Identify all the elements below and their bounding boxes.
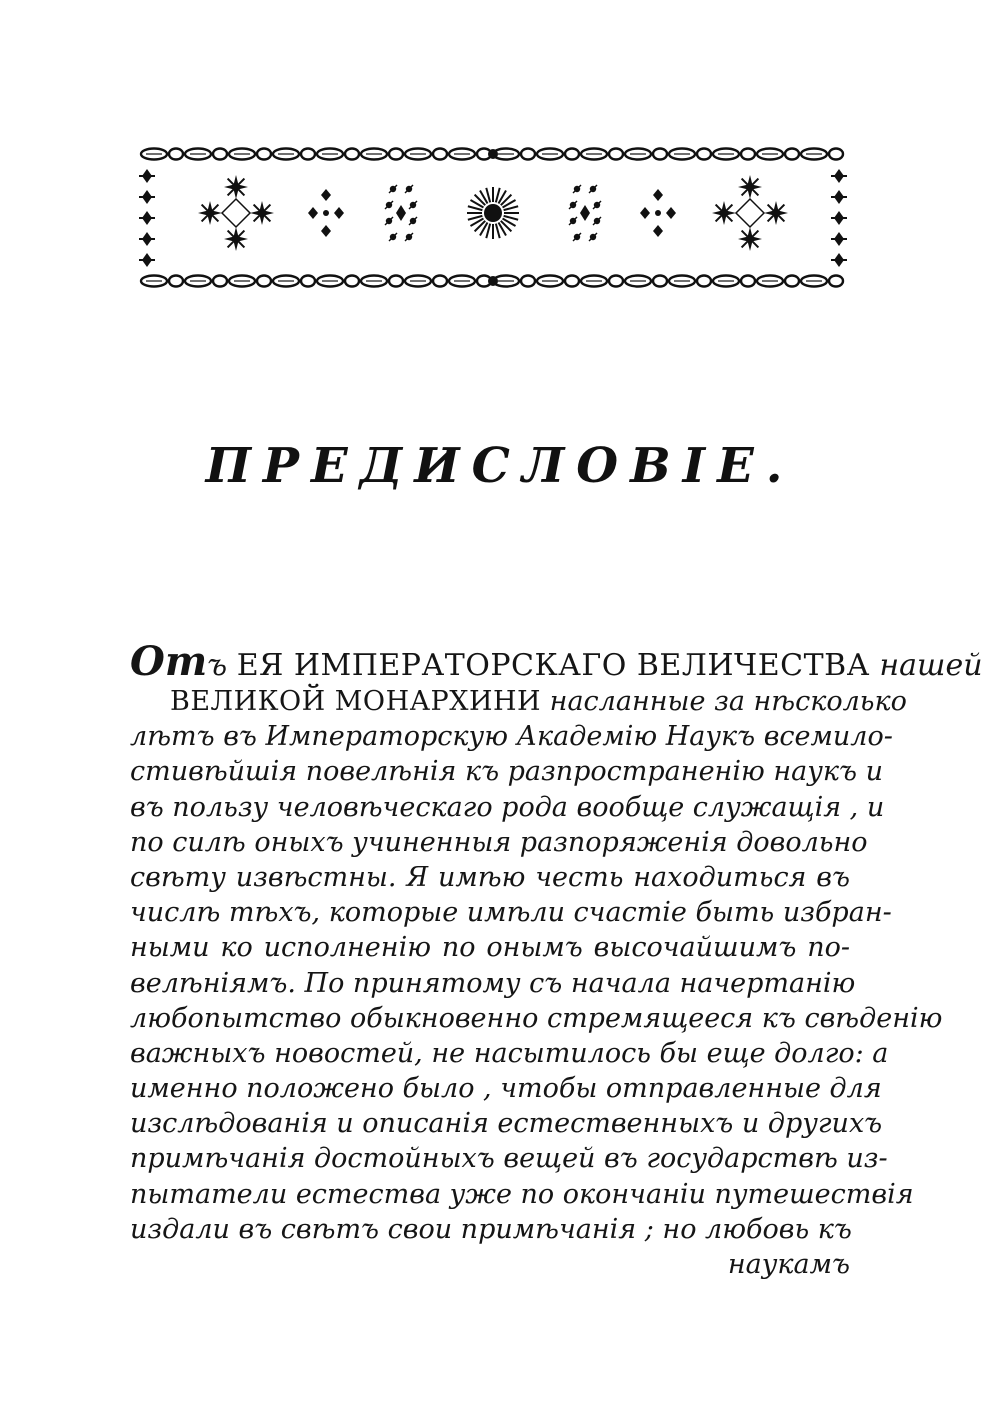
imperial-title: ЕЯ ИМПЕРАТОРСКАГО ВЕЛИЧЕСТВА: [236, 648, 870, 683]
floral-ornament-left: [385, 185, 417, 241]
text-line: важныхъ новостей, не насытилось бы еще долго: а: [130, 1037, 889, 1069]
top-chain-border: [141, 149, 843, 160]
text-line: стивѣйшія повелѣнія къ разпространенію наукъ и: [130, 756, 883, 788]
text-line: числѣ тѣхъ, которые имѣли счастіе быть избран-: [130, 897, 892, 929]
star-cross-ornament-right: [712, 175, 788, 251]
text-line: въ пользу человѣческаго рода вообще служащія , и: [130, 791, 885, 823]
diamond-ornament-right: [640, 189, 676, 237]
text-line: велѣніямъ. По принятому съ начала начертанію: [130, 967, 856, 999]
right-side-border: [831, 169, 847, 267]
text-line: издали въ свѣтъ свои примѣчанія ; но любовь къ: [130, 1213, 852, 1245]
bottom-chain-border: [141, 276, 843, 287]
page-title: ПРЕДИСЛОВІЕ.: [205, 438, 795, 494]
text-line: по силѣ оныхъ учиненныя разпоряженія довольно: [130, 826, 868, 858]
text-line: [130, 684, 907, 719]
text-line: пытатели естества уже по окончаніи путешествія: [130, 1178, 914, 1210]
text-line: свѣту извѣстны. Я имѣю честь находиться въ: [130, 861, 850, 893]
drop-cap-suffix: ъ: [207, 648, 237, 683]
line-tail: нашей: [869, 648, 983, 683]
text-line: любопытство обыкновенно стремящееся къ свѣденію: [130, 1002, 943, 1034]
text-line: ными ко исполненію по онымъ высочайшимъ по-: [130, 932, 850, 964]
left-side-border: [139, 169, 155, 267]
text-line: примѣчанія достойныхъ вещей въ государствѣ из-: [130, 1143, 888, 1175]
headpiece-svg: [133, 140, 853, 295]
drop-cap: От: [130, 638, 208, 685]
text-line: [130, 638, 983, 685]
star-cross-ornament-left: [198, 175, 274, 251]
monarch-title: ВЕЛИКОЙ МОНАРХИНИ: [170, 686, 542, 717]
text-line: именно положено было , чтобы отправленные для: [130, 1073, 882, 1105]
catchword: наукамъ: [727, 1249, 850, 1280]
sun-ornament: [467, 187, 519, 239]
preface-body: [130, 638, 983, 1282]
text-line: изслѣдованія и описанія естественныхъ и другихъ: [130, 1108, 883, 1140]
line-tail: насланные за нѣсколько: [541, 686, 907, 717]
ornamental-headpiece: [133, 140, 853, 295]
diamond-ornament-left: [308, 189, 344, 237]
text-line: лѣтъ въ Императорскую Академію Наукъ всемило-: [130, 721, 893, 753]
floral-ornament-right: [569, 185, 601, 241]
